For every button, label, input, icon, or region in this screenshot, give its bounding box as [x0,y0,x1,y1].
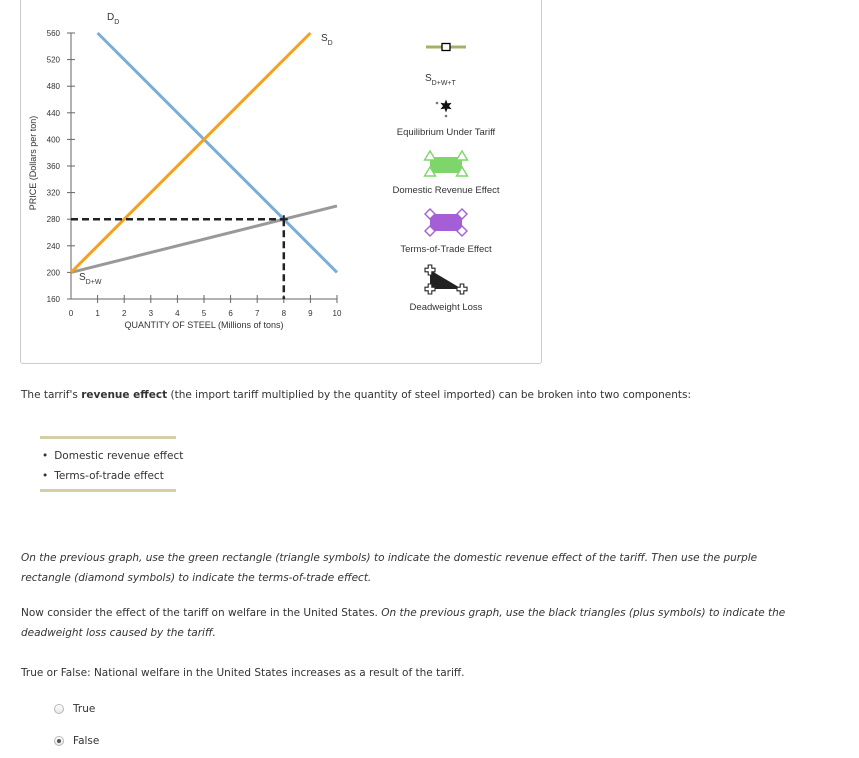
y-tick-label: 320 [46,188,60,198]
instruction-paragraph-1: On the previous graph, use the green rectangle (triangle symbols) to indicate the domestic revenue effect of the tariff. Then use the purple rectangle (diamond symbols) to indicate the terms-of-trade effect. [21,552,758,584]
equilibrium-dot-icon [436,102,439,105]
x-tick-label: 8 [281,309,287,318]
list-item: • Domestic revenue effect [40,446,183,466]
y-axis-title: PRICE (Dollars per ton) [28,115,38,211]
y-tick-label: 520 [46,55,60,65]
x-tick-label: 3 [148,309,154,318]
domestic-revenue-label: Domestic Revenue Effect [392,185,500,196]
deadweight-label: Deadweight Loss [409,302,483,313]
y-tick-label: 560 [46,29,60,38]
list-bottom-rule [40,489,176,492]
x-tick-label: 1 [95,309,100,318]
y-tick-label: 440 [46,108,60,118]
x-tick-label: 10 [332,309,342,318]
y-tick-label: 360 [46,162,60,171]
equilibrium-dot-icon [445,115,448,118]
question-text: True or False: National welfare in the United States increases as a result of the tariff. [21,667,465,679]
domestic-supply-curve[interactable] [71,33,310,272]
deadweight-triangle-tool[interactable] [430,270,462,289]
x-tick-label: 0 [68,309,74,318]
y-tick-label: 280 [46,215,60,225]
graph-canvas[interactable] [21,0,543,365]
false-radio[interactable] [54,736,64,746]
instruction-paragraph-2: Now consider the effect of the tariff on welfare in the United States. On the previous graph, use the black triangles (plus symbols) to indicate the deadweight loss caused by the tariff. [21,607,786,639]
components-list [40,446,183,486]
true-label: True [73,703,96,715]
tariff-supply-label: $S_{D+W+T}$ [425,73,456,87]
list-top-rule [40,436,176,439]
world-supply-label: $S_{D+W}$ [79,272,102,286]
demand-curve-label: $D_D$ [107,12,120,26]
y-tick-label: 160 [46,295,60,304]
true-option[interactable] [54,703,95,715]
terms-of-trade-rectangle-tool[interactable] [430,214,462,231]
x-axis-title: QUANTITY OF STEEL (Millions of tons) [124,320,284,330]
terms-of-trade-label: Terms-of-Trade Effect [400,244,492,255]
y-tick-label: 240 [46,241,60,251]
equilibrium-star-icon[interactable] [440,100,451,113]
x-tick-label: 9 [308,309,313,318]
triangle-handle-icon[interactable] [425,151,436,160]
x-tick-label: 2 [121,309,127,318]
x-tick-label: 7 [254,309,260,318]
graph-panel [20,0,542,364]
tariff-supply-handle-icon[interactable] [442,44,450,51]
false-label: False [73,735,100,747]
plus-handle-icon[interactable] [457,284,467,294]
triangle-handle-icon[interactable] [457,151,468,160]
y-tick-label: 400 [46,135,60,145]
equilibrium-label: Equilibrium Under Tariff [396,127,496,138]
list-item: • Terms-of-trade effect [40,466,183,486]
y-tick-label: 480 [46,82,60,92]
true-radio[interactable] [54,704,64,714]
y-tick-label: 200 [46,268,60,278]
intro-paragraph: The tarrif's revenue effect (the import tariff multiplied by the quantity of steel imported) can be broken into two components: [21,389,692,401]
x-tick-label: 4 [175,309,180,318]
domestic-supply-label: $S_D$ [321,33,333,47]
revenue-effect-term: revenue effect [81,389,168,401]
world-supply-curve[interactable] [71,206,337,273]
false-option[interactable] [54,735,99,747]
x-tick-label: 5 [201,309,207,318]
x-tick-label: 6 [228,309,233,318]
